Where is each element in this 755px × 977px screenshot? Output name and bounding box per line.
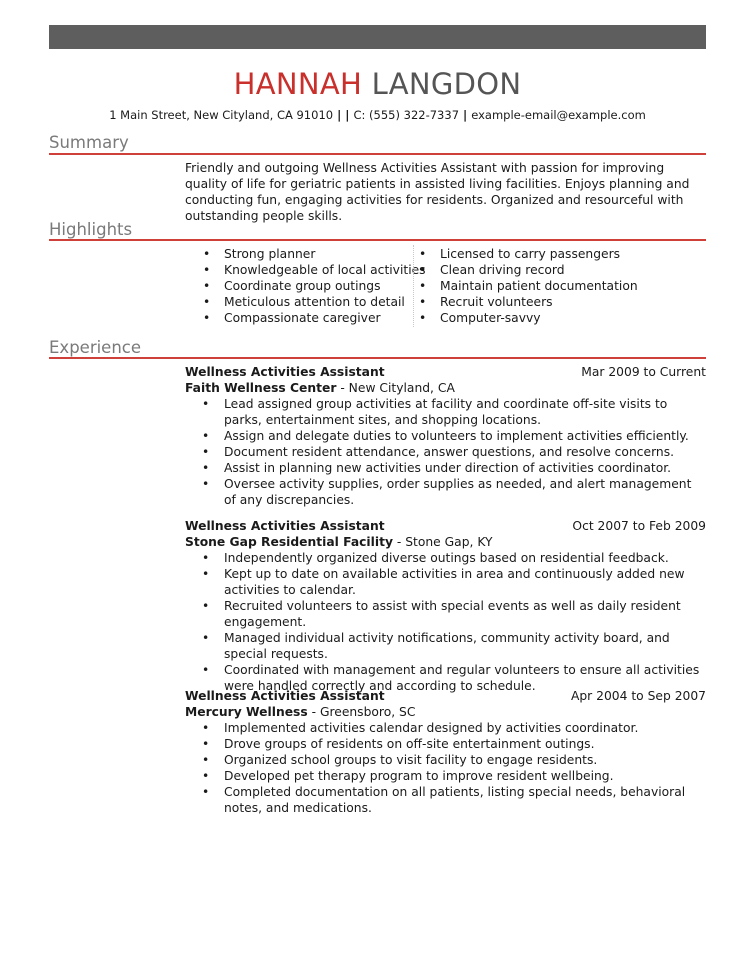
job-entry <box>185 518 706 694</box>
list-item: • Maintain patient documentation <box>419 278 638 294</box>
job-title: Wellness Activities Assistant <box>185 365 385 379</box>
highlights-left-list <box>203 246 426 326</box>
job-title: Wellness Activities Assistant <box>185 689 385 703</box>
job-bullets <box>185 396 706 508</box>
list-item: • Clean driving record <box>419 262 638 278</box>
list-item: • Managed individual activity notifications, community activity board, and special requests. <box>185 630 706 662</box>
job-title: Wellness Activities Assistant <box>185 519 385 533</box>
list-item: • Licensed to carry passengers <box>419 246 638 262</box>
experience-heading: Experience <box>49 338 142 357</box>
job-entry <box>185 364 706 508</box>
highlights-heading: Highlights <box>49 220 133 239</box>
column-divider <box>413 245 414 327</box>
list-item: • Coordinate group outings <box>203 278 426 294</box>
employer-name: Faith Wellness Center <box>185 381 337 395</box>
list-item: • Implemented activities calendar designed by activities coordinator. <box>185 720 706 736</box>
list-item: • Drove groups of residents on off-site entertainment outings. <box>185 736 706 752</box>
list-item: • Recruit volunteers <box>419 294 638 310</box>
job-dates: Apr 2004 to Sep 2007 <box>570 689 706 703</box>
section-rule <box>49 357 706 359</box>
job-dates: Mar 2009 to Current <box>581 365 706 379</box>
employer-name: Stone Gap Residential Facility <box>185 535 393 549</box>
summary-text <box>185 160 710 224</box>
highlights-right-list <box>419 246 638 326</box>
job-header <box>185 518 706 534</box>
section-rule <box>49 239 706 241</box>
job-header <box>185 688 706 704</box>
list-item: • Coordinated with management and regular volunteers to ensure all activities were handled correctly and according to schedule. <box>185 662 706 694</box>
job-employer <box>185 534 706 550</box>
employer-name: Mercury Wellness <box>185 705 308 719</box>
separator: | <box>459 108 472 122</box>
job-bullets <box>185 550 706 694</box>
list-item: • Developed pet therapy program to improve resident wellbeing. <box>185 768 706 784</box>
job-dates: Oct 2007 to Feb 2009 <box>572 519 706 533</box>
list-item: • Compassionate caregiver <box>203 310 426 326</box>
job-employer <box>185 704 706 720</box>
list-item: • Completed documentation on all patients, listing special needs, behavioral notes, and medications. <box>185 784 706 816</box>
list-item: • Computer-savvy <box>419 310 638 326</box>
candidate-name <box>0 66 755 102</box>
list-item: • Independently organized diverse outings based on residential feedback. <box>185 550 706 566</box>
job-header <box>185 364 706 380</box>
list-item: • Knowledgeable of local activities <box>203 262 426 278</box>
summary-heading: Summary <box>49 133 129 152</box>
job-entry <box>185 688 706 816</box>
job-employer <box>185 380 706 396</box>
list-item: • Assign and delegate duties to volunteers to implement activities efficiently. <box>185 428 706 444</box>
contact-line <box>0 106 755 124</box>
separator: | | <box>333 108 354 122</box>
address: 1 Main Street, New Cityland, CA 91010 <box>109 108 334 122</box>
list-item: • Strong planner <box>203 246 426 262</box>
list-item: • Oversee activity supplies, order supplies as needed, and alert management of any discrepancies. <box>185 476 706 508</box>
first-name: HANNAH <box>233 67 363 101</box>
section-rule <box>49 153 706 155</box>
employer-location: - Stone Gap, KY <box>392 535 493 549</box>
phone: C: (555) 322-7337 <box>353 108 460 122</box>
last-name: LANGDON <box>371 67 522 101</box>
header-bar <box>49 25 706 49</box>
list-item: • Kept up to date on available activities in area and continuously added new activities to calendar. <box>185 566 706 598</box>
list-item: • Lead assigned group activities at facility and coordinate off-site visits to parks, entertainment sites, and shopping locations. <box>185 396 706 428</box>
email: example-email@example.com <box>471 108 646 122</box>
summary-paragraph: Friendly and outgoing Wellness Activities Assistant with passion for improving quality of life for geriatric patients in assisted living facilities. Enjoys planning and conducting fun, engaging activities for residents. Organized and resourceful with outstanding people skills. <box>185 161 690 223</box>
list-item: • Assist in planning new activities under direction of activities coordinator. <box>185 460 706 476</box>
list-item: • Document resident attendance, answer questions, and resolve concerns. <box>185 444 706 460</box>
job-bullets <box>185 720 706 816</box>
list-item: • Meticulous attention to detail <box>203 294 426 310</box>
employer-location: - New Cityland, CA <box>336 381 455 395</box>
list-item: • Recruited volunteers to assist with special events as well as daily resident engagement. <box>185 598 706 630</box>
employer-location: - Greensboro, SC <box>307 705 416 719</box>
list-item: • Organized school groups to visit facility to engage residents. <box>185 752 706 768</box>
